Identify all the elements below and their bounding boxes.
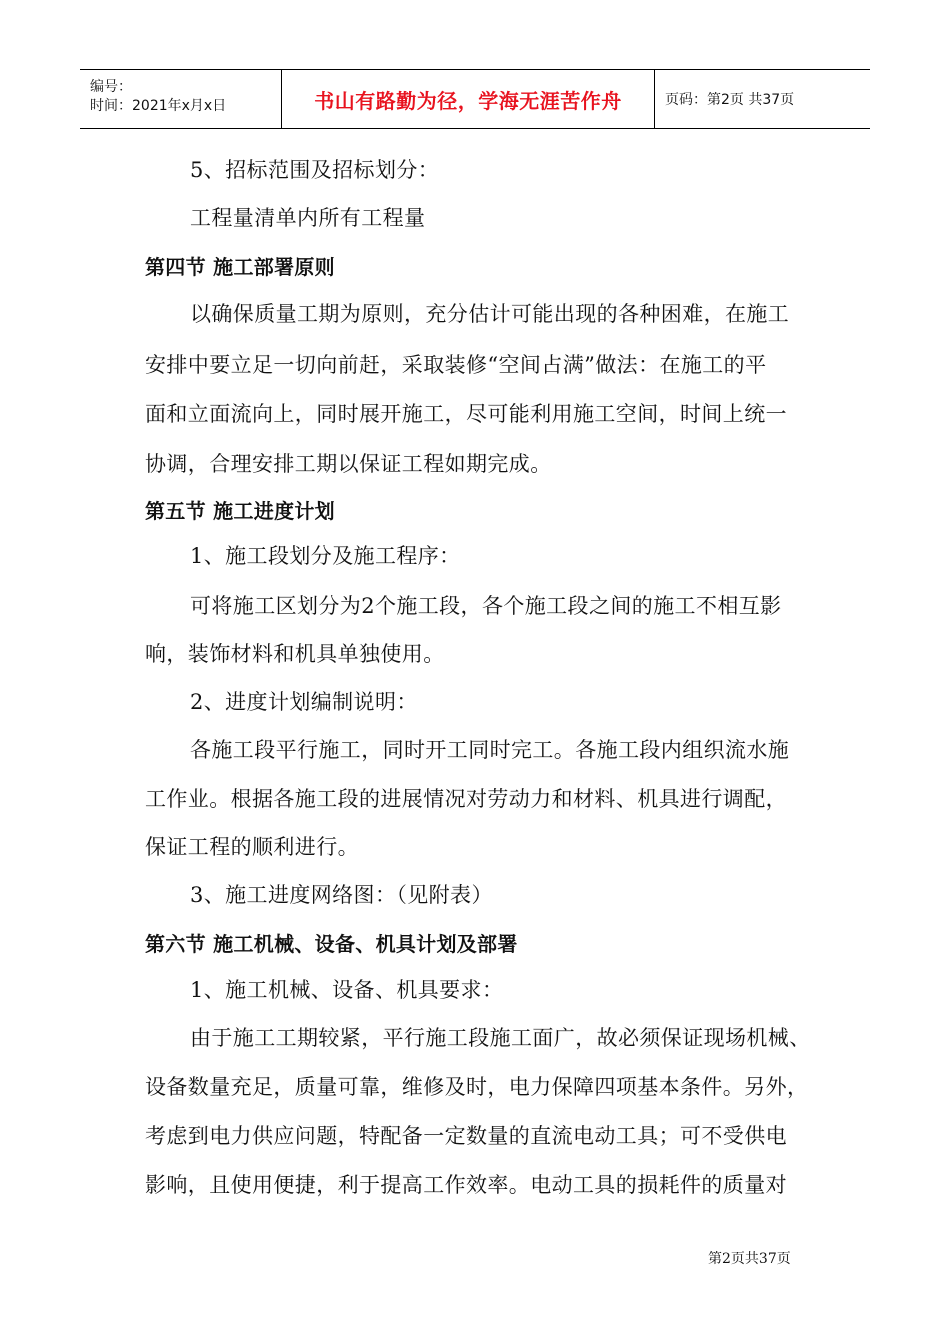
paragraph-line: 协调，合理安排工期以保证工程如期完成。 (145, 452, 552, 476)
header-meta (80, 70, 282, 128)
numbered-item: 1、施工段划分及施工程序： (190, 544, 461, 568)
numbered-item: 1、施工机械、设备、机具要求： (190, 978, 504, 1002)
page-footer-number: 第2页共37页 (708, 1251, 791, 1267)
numbered-item: 3、施工进度网络图：（见附表） (190, 883, 493, 907)
section-heading: 第四节 施工部署原则 (145, 255, 335, 279)
header-page-info: 页码：第2页 共37页 (665, 92, 795, 108)
paragraph-line: 设备数量充足，质量可靠，维修及时，电力保障四项基本条件。另外， (145, 1075, 809, 1099)
section-heading: 第五节 施工进度计划 (145, 499, 335, 523)
paragraph-line: 由于施工工期较紧，平行施工段施工面广，故必须保证现场机械、 (190, 1026, 811, 1050)
document-header (80, 69, 870, 129)
paragraph-line: 影响，且使用便捷，利于提高工作效率。电动工具的损耗件的质量对 (145, 1173, 787, 1197)
paragraph-line: 面和立面流向上，同时展开施工，尽可能利用施工空间，时间上统一 (145, 402, 787, 426)
paragraph-line: 保证工程的顺利进行。 (145, 835, 359, 859)
paragraph-line: 安排中要立足一切向前赶，采取装修“空间占满”做法：在施工的平 (145, 353, 767, 377)
numbered-item: 2、进度计划编制说明： (190, 690, 418, 714)
numbered-item: 5、招标范围及招标划分： (190, 158, 440, 182)
paragraph-line: 考虑到电力供应问题，特配备一定数量的直流电动工具；可不受供电 (145, 1124, 787, 1148)
paragraph-line: 响，装饰材料和机具单独使用。 (145, 642, 445, 666)
document-date: 时间：2021年x月x日 (90, 98, 227, 114)
document-number-label: 编号： (90, 79, 132, 95)
paragraph-line: 工程量清单内所有工程量 (190, 206, 426, 230)
paragraph-line: 各施工段平行施工，同时开工同时完工。各施工段内组织流水施 (190, 738, 790, 762)
header-motto: 书山有路勤为径，学海无涯苦作舟 (282, 70, 655, 128)
section-heading: 第六节 施工机械、设备、机具计划及部署 (145, 932, 518, 956)
paragraph-line: 可将施工区划分为2个施工段，各个施工段之间的施工不相互影 (190, 594, 782, 618)
paragraph-line: 以确保质量工期为原则，充分估计可能出现的各种困难，在施工 (190, 302, 790, 326)
paragraph-line: 工作业。根据各施工段的进展情况对劳动力和材料、机具进行调配， (145, 787, 787, 811)
